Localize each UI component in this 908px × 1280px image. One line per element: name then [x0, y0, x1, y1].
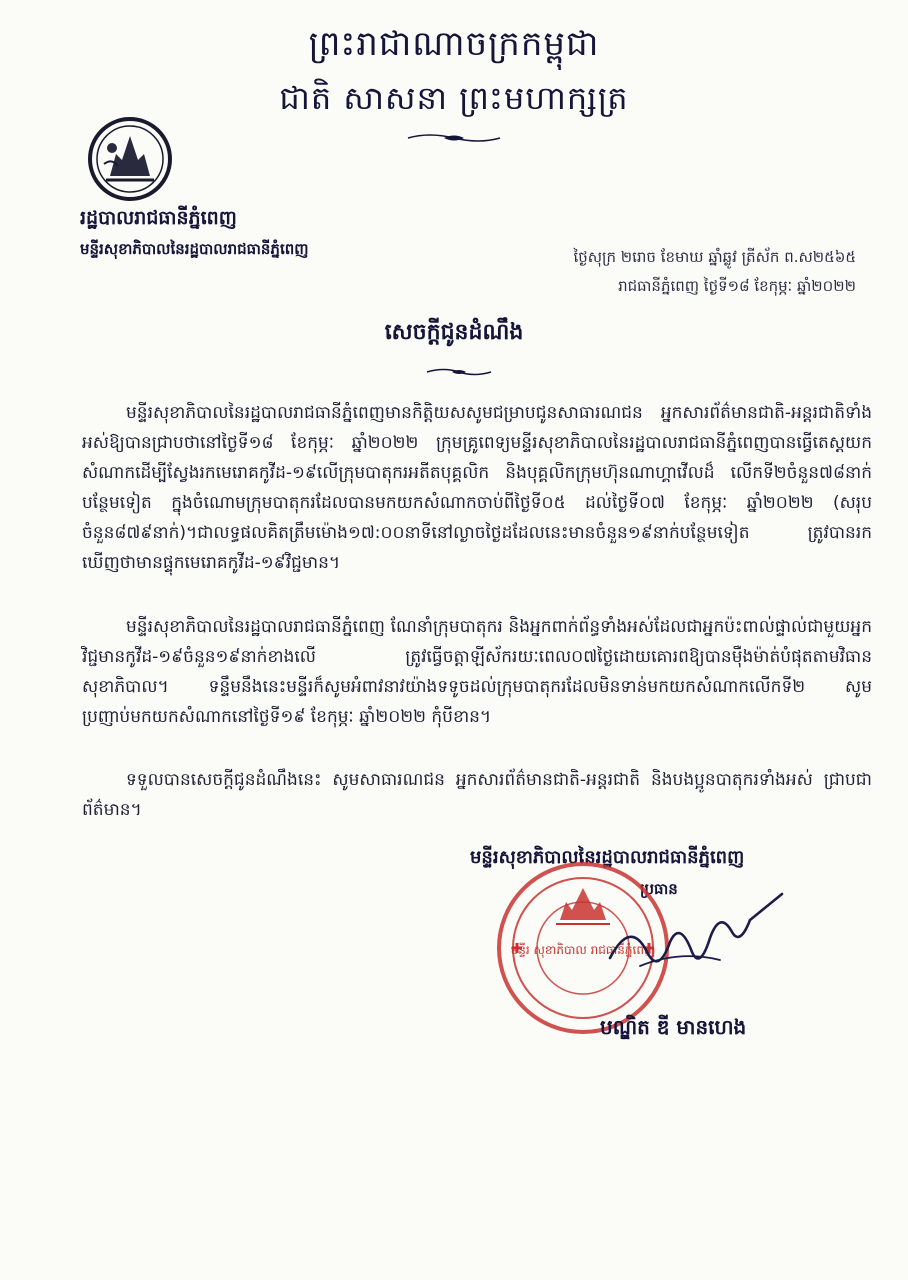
body-paragraph-2: មន្ទីរសុខាភិបាលនៃរដ្ឋបាលរាជធានីភ្នំពេញ ណែនាំក្រុមបាតុករ និងអ្នកពាក់ព័ន្ធទាំងអស់ដែលជាអ្នកប៉ះពាល់ផ្ទាល់ជាមួយអ្នកវិជ្ជមានកូវីដ-១៩ចំនួន១៩នាក់ខាងលើ ត្រូវធ្វើចត្តាឡីស័ករយៈពេល០៧ថ្ងៃដោយគោរពឱ្យបានម៉ឺងម៉ាត់បំផុតតាមវិធានសុខាភិបាល។ ទន្ទឹមនឹងនេះមន្ទីរក៏សូមអំពាវនាវយ៉ាងទទូចដល់ក្រុមបាតុករដែលមិនទាន់មកយកសំណាកលើកទី២ សូមប្រញាប់មកយកសំណាកនៅថ្ងៃទី១៩ ខែកុម្ភៈ ឆ្នាំ២០២២ កុំបីខាន។	[82, 617, 872, 727]
signature-office: មន្ទីរសុខាភិបាលនៃរដ្ឋបាលរាជធានីភ្នំពេញ	[470, 847, 745, 868]
handwritten-signature	[600, 880, 790, 1000]
body-paragraph-3: ទទួលបានសេចក្ដីជូនដំណឹងនេះ សូមសាធារណជន អ្នកសារព័ត៌មានជាតិ-អន្តរជាតិ និងបងប្អូនបាតុករទាំងអស់ ជ្រាបជាព័ត៌មាន។	[82, 770, 872, 820]
national-motto: ជាតិ សាសនា ព្រះមហាក្សត្រ	[279, 79, 629, 117]
lunar-date: ថ្ងៃសុក្រ ២រោច ខែមាឃ ឆ្នាំឆ្លូវ ត្រីស័ក ព.ស២៥៦៥	[573, 248, 856, 266]
signer-name: បណ្ឌិត ឌី មានហេង	[600, 1015, 747, 1039]
subject-ornament-icon	[424, 366, 494, 378]
solar-date: រាជធានីភ្នំពេញ ថ្ងៃទី១៨ ខែកុម្ភៈ ឆ្នាំ២០២២	[618, 277, 856, 295]
ornament-divider-icon	[404, 130, 504, 146]
seal-text: មន្ទីរ សុខាភិបាល រាជធានីភ្នំពេញ	[510, 943, 656, 957]
body-paragraph-1: មន្ទីរសុខាភិបាលនៃរដ្ឋបាលរាជធានីភ្នំពេញមានកិត្តិយសសូមជម្រាបជូនសាធារណជន អ្នកសារព័ត៌មានជាតិ-អន្តរជាតិទាំងអស់ឱ្យបានជ្រាបថានៅថ្ងៃទី១៨ ខែកុម្ភៈ ឆ្នាំ២០២២ ក្រុមគ្រូពេទ្យមន្ទីរសុខាភិបាលនៃរដ្ឋបាលរាជធានីភ្នំពេញបានធ្វើតេស្តយកសំណាកដើម្បីស្វែងរកមេរោគកូវីដ-១៩លើក្រុមបាតុករអតីតបុគ្គលិក និងបុគ្គលិកក្រុមហ៊ុនណាហ្គាវើលដ៏ លើកទី២ចំនួន៧៨នាក់ បន្ថែមទៀត ក្នុងចំណោមក្រុមបាតុករដែលបានមកយកសំណាកចាប់ពីថ្ងៃទី០៥ ដល់ថ្ងៃទី០៧ ខែកុម្ភៈ ឆ្នាំ២០២២ (សរុបចំនួន៨៧៩នាក់)។ជាលទ្ធផលគិតត្រឹមម៉ោង១៧:០០នាទីនៅល្ងាចថ្ងៃដដែលនេះមានចំនួន១៩នាក់បន្ថែមទៀត ត្រូវបានរកឃើញថាមានផ្ទុកមេរោគកូវីដ-១៩វិជ្ជមាន។	[82, 403, 872, 573]
document-subject: សេចក្ដីជូនដំណឹង	[384, 320, 524, 345]
ministry-emblem-icon	[82, 114, 178, 204]
signature-role: ប្រធាន	[640, 880, 678, 898]
kingdom-heading: ព្រះរាជាណាចក្រកម្ពុជា	[308, 24, 600, 64]
issuing-authority: រដ្ឋបាលរាជធានីភ្នំពេញ	[80, 207, 237, 229]
issuing-department: មន្ទីរសុខាភិបាលនៃរដ្ឋបាលរាជធានីភ្នំពេញ	[80, 240, 309, 258]
